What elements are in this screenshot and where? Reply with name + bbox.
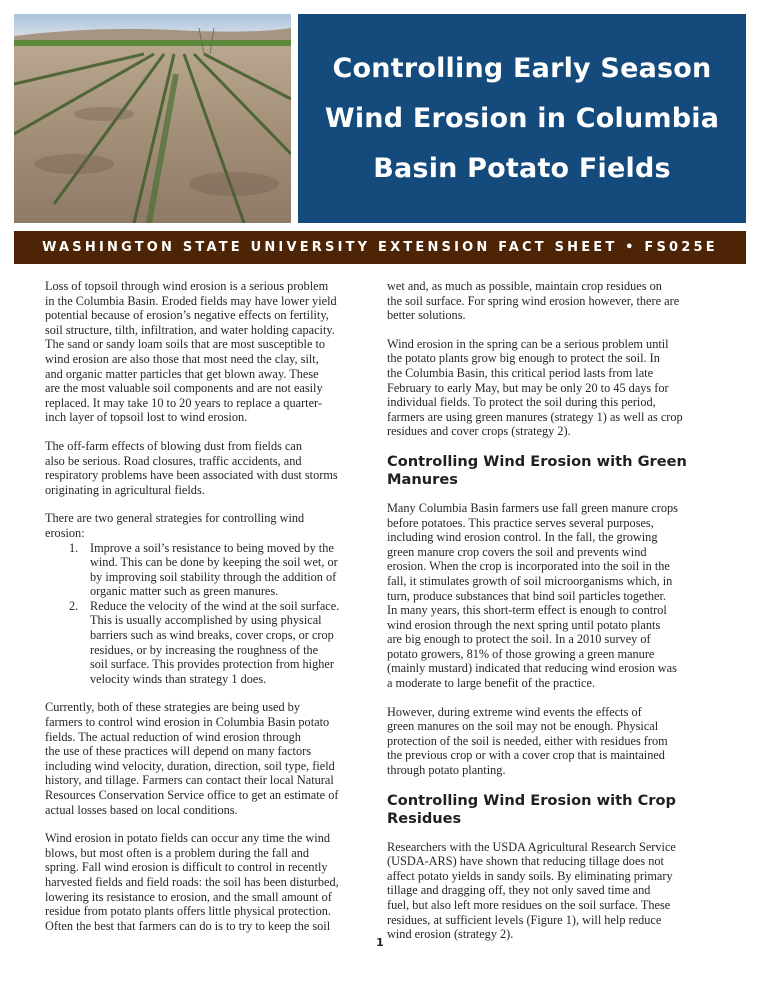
text-line: turn, produce substances that bind soil particles together. [387, 588, 667, 603]
text-line: the previous crop or with a cover crop that is maintained [387, 748, 665, 763]
text-line: fuel, but also left more residues on the soil surface. These [387, 898, 671, 912]
strategy-list [45, 541, 375, 687]
text-line: Wind erosion in the spring can be a serious problem until [387, 336, 669, 351]
text-line: February to early May, but may be only 20 to 45 days for [387, 380, 669, 395]
text-line: Loss of topsoil through wind erosion is a serious problem [45, 279, 329, 293]
text-line: Improve a soil’s resistance to being moved by the [90, 540, 334, 555]
text-line: wind erosion through the next spring until potato plants [387, 617, 661, 632]
paragraph [45, 279, 375, 425]
potato-field-photo [14, 14, 291, 223]
text-line: are the most valuable soil components and are not easily [45, 381, 323, 396]
text-line: the use of these practices will depend on many factors [45, 744, 311, 759]
text-line: erosion. When the crop is incorporated into the soil in the [387, 559, 670, 574]
title-box [298, 14, 746, 223]
text-line: wind. This can be done by keeping the soil wet, or [90, 555, 338, 570]
text-line: Currently, both of these strategies are being used by [45, 700, 300, 715]
page-number: 1 [376, 936, 384, 949]
text-line: actual losses based on local conditions. [45, 802, 238, 817]
text-line: erosion: [45, 525, 85, 540]
text-line: are big enough to protect the soil. In a 2010 survey of [387, 632, 651, 647]
potato-field-image [14, 14, 291, 223]
text-line: respiratory problems have been associated with dust storms [45, 468, 338, 483]
list-number: 1. [69, 540, 79, 555]
section-heading-green-manures [387, 453, 727, 489]
text-line: blows, but most often is a problem during the fall and [45, 845, 309, 860]
text-line: green manure crop covers the soil and prevents wind [387, 544, 647, 559]
text-line: Manures [387, 470, 458, 488]
text-line: Controlling Wind Erosion with Green [387, 452, 687, 470]
banner-text: WASHINGTON STATE UNIVERSITY EXTENSION FACT SHEET • FS025E [42, 240, 718, 255]
text-line: The sand or sandy loam soils that are most susceptible to [45, 337, 326, 352]
text-line: wet and, as much as possible, maintain crop residues on [387, 279, 662, 293]
text-line: Resources Conservation Service office to get an estimate of [45, 788, 339, 802]
text-line: residues, at sufficient levels (Figure 1), will help reduce [387, 912, 662, 927]
section-heading-crop-residues [387, 792, 727, 828]
text-line: farmers to control wind erosion in Columbia Basin potato [45, 715, 330, 730]
list-number: 2. [69, 598, 79, 613]
paragraph [45, 439, 375, 497]
text-line: a moderate to large benefit of the practice. [387, 676, 596, 691]
paragraph [387, 501, 727, 691]
text-line: residues, or by increasing the roughness of the [90, 642, 319, 657]
text-line: The off-farm effects of blowing dust from fields can [45, 438, 303, 453]
text-line: Residues [387, 809, 462, 827]
paragraph [387, 279, 727, 323]
text-line: There are two general strategies for controlling wind [45, 511, 305, 526]
text-line: by improving soil stability through the addition of [90, 569, 337, 584]
list-item [45, 541, 375, 599]
text-line: also be serious. Road closures, traffic accidents, and [45, 453, 302, 468]
text-line: tillage and dragging off, they not only saved time and [387, 883, 651, 898]
text-line: organic matter such as green manures. [90, 584, 279, 599]
text-line: individual fields. To protect the soil during this period, [387, 395, 656, 410]
text-line: fall, it stimulates growth of soil microorganisms which, in [387, 573, 673, 588]
text-line: Reduce the velocity of the wind at the soil surface. [90, 598, 340, 613]
text-line: including wind velocity, duration, direction, soil type, field [45, 758, 335, 773]
text-line: residues and cover crops (strategy 2). [387, 424, 571, 439]
text-line: the soil surface. For spring wind erosion however, there are [387, 293, 680, 308]
text-line: Many Columbia Basin farmers use fall green manure crops [387, 500, 678, 515]
paragraph [45, 511, 375, 540]
text-line: In many years, this short-term effect is enough to control [387, 603, 667, 618]
text-line: protection of the soil is needed, either with residues from [387, 733, 668, 748]
text-line: in the Columbia Basin. Eroded fields may have lower yield [45, 293, 337, 308]
paragraph [387, 840, 727, 942]
paragraph [45, 831, 375, 933]
text-line: history, and tillage. Farmers can contact their local Natural [45, 773, 334, 788]
text-line: better solutions. [387, 308, 466, 323]
extension-banner [14, 231, 746, 264]
text-line: Often the best that farmers can do is to try to keep the soil [45, 918, 331, 933]
text-line: originating in agricultural fields. [45, 482, 205, 497]
text-line: harvested fields and field roads: the soil has been disturbed, [45, 874, 339, 889]
text-line: before potatoes. This practice serves several purposes, [387, 515, 654, 530]
text-line: lowering its resistance to erosion, and the small amount of [45, 889, 332, 904]
text-line: velocity winds than strategy 1 does. [90, 671, 267, 686]
text-line: and organic matter particles that get blown away. These [45, 366, 319, 381]
text-line: farmers are using green manures (strategy 1) as well as crop [387, 409, 683, 424]
text-line: including wind erosion control. In the fall, the growing [387, 530, 658, 545]
right-column [387, 279, 727, 956]
text-line: (mainly mustard) indicated that reducing wind erosion was [387, 661, 677, 676]
text-line: affect potato yields in sandy soils. By eliminating primary [387, 868, 673, 883]
paragraph [387, 337, 727, 439]
text-line: green manures on the soil may not be enough. Physical [387, 719, 659, 734]
list-item-text [90, 599, 375, 687]
text-line: (USDA-ARS) have shown that reducing tillage does not [387, 854, 664, 869]
text-line: Researchers with the USDA Agricultural Research Service [387, 839, 676, 854]
text-line: However, during extreme wind events the effects of [387, 704, 642, 719]
paragraph [387, 705, 727, 778]
text-line: Wind erosion in potato fields can occur any time the wind [45, 831, 330, 846]
paragraph [45, 700, 375, 817]
text-line: wind erosion (strategy 2). [387, 927, 514, 942]
page-title-line-1: Controlling Early Season [332, 52, 712, 84]
text-line: potato growers, 81% of those growing a green manure [387, 646, 655, 661]
list-item-text [90, 541, 375, 599]
text-line: replaced. It may take 10 to 20 years to replace a quarter- [45, 395, 322, 410]
text-line: spring. Fall wind erosion is difficult to control in recently [45, 860, 328, 875]
text-line: soil structure, tilth, infiltration, and water holding capacity. [45, 322, 335, 337]
page-title-line-2: Wind Erosion in Columbia [324, 102, 720, 134]
page-title-line-3: Basin Potato Fields [373, 152, 671, 184]
text-line: barriers such as wind breaks, cover crops, or crop [90, 628, 334, 643]
text-line: inch layer of topsoil lost to wind erosion. [45, 410, 248, 425]
text-line: Controlling Wind Erosion with Crop [387, 791, 676, 809]
left-column [45, 279, 375, 947]
text-line: the potato plants grow big enough to protect the soil. In [387, 351, 660, 366]
text-line: potential because of erosion’s negative effects on fertility, [45, 308, 329, 323]
text-line: residue from potato plants offers little physical protection. [45, 904, 331, 919]
text-line: the Columbia Basin, this critical period lasts from late [387, 365, 654, 380]
text-line: wind erosion are also those that most need the clay, silt, [45, 351, 319, 366]
text-line: This is usually accomplished by using physical [90, 613, 322, 628]
text-line: soil surface. This provides protection from higher [90, 657, 334, 672]
text-line: fields. The actual reduction of wind erosion through [45, 729, 301, 744]
text-line: through potato planting. [387, 763, 506, 778]
list-item [45, 599, 375, 687]
